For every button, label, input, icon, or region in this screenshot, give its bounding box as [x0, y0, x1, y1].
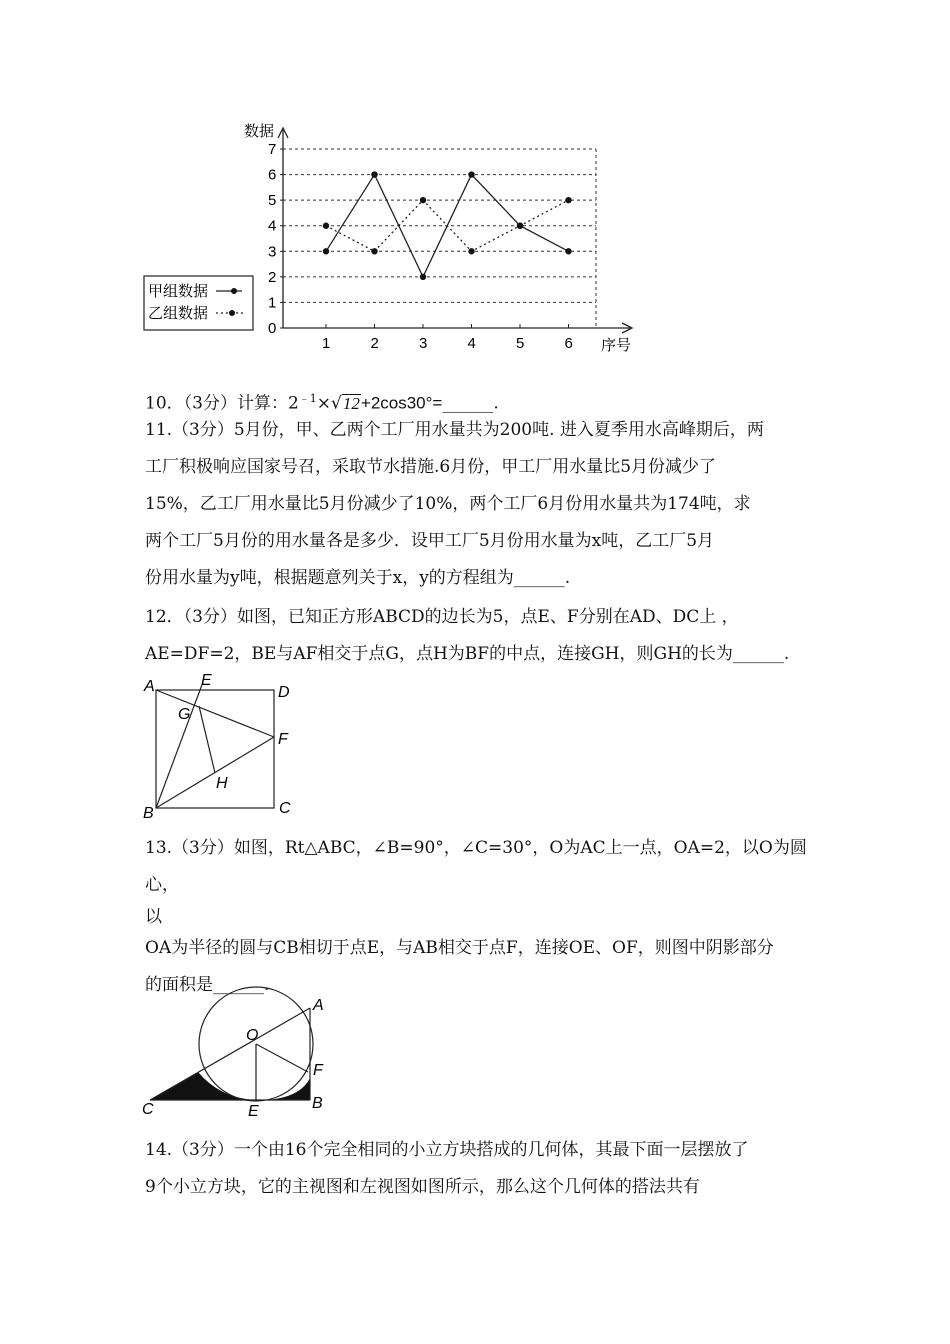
label-b: B [312, 1095, 323, 1112]
y-tick-label: 4 [268, 217, 277, 235]
q10-end: . [493, 393, 499, 414]
q10-blank: ______ [442, 393, 494, 414]
data-point-series-2 [565, 197, 571, 203]
segment-af [156, 690, 274, 737]
q14-line: 9个小立方块，它的主视图和左视图如图所示，那么这个几何体的搭法共有 [145, 1177, 700, 1197]
q10-score: （3分） [183, 393, 237, 414]
circle-triangle-figure [140, 980, 340, 1120]
q12-line: 12．（3分）如图，已知正方形ABCD的边长为5，点E、F分别在AD、DC上 ， [145, 607, 739, 627]
data-point-series-1 [371, 171, 377, 177]
data-point-series-2 [468, 248, 474, 254]
q10-prefix: 计算：2 [236, 393, 299, 414]
q12-line: AE=DF=2，BE与AF相交于点G，点H为BF的中点，连接GH，则GH的长为______. [145, 644, 790, 664]
y-tick-label: 2 [268, 268, 277, 286]
sqrt-sign: √ [331, 393, 342, 414]
chart-xlabel: 序号 [601, 337, 632, 354]
label-f: F [278, 731, 288, 748]
y-tick-label: 1 [268, 294, 277, 312]
label-a: A [144, 678, 155, 695]
legend-label-series-2: 乙组数据 [148, 305, 209, 322]
x-tick-label: 2 [370, 335, 379, 352]
legend-label-series-1: 甲组数据 [148, 283, 209, 300]
label-f: F [313, 1062, 323, 1079]
label-d: D [278, 684, 290, 701]
x-tick-label: 1 [322, 335, 331, 352]
q11-line: 两个工厂5月份的用水量各是多少．设甲工厂5月份用水量为x吨，乙工厂5月 [145, 531, 715, 551]
label-e: E [248, 1103, 259, 1120]
segment-be [156, 682, 203, 808]
data-point-series-2 [517, 223, 523, 229]
data-point-series-1 [565, 248, 571, 254]
q10-times: × [316, 393, 332, 414]
q13-line: 13.（3分）如图，Rt△ABC，∠B=90°，∠C=30°，O为AC上一点，OA=2，以O为圆心， [145, 838, 807, 895]
q10-radicand: 12 [342, 393, 360, 413]
question-13 [145, 830, 817, 1004]
legend-marker-series-2 [229, 310, 235, 316]
q11-line: 15%，乙工厂用水量比5月份减少了10%，两个工厂6月份用水量共为174吨，求 [145, 494, 751, 514]
q11-line: 11.（3分）5月份，甲、乙两个工厂用水量共为200吨. 进入夏季用水高峰期后，两 [145, 420, 764, 440]
label-o: O [246, 1027, 259, 1044]
label-h: H [216, 775, 228, 792]
question-14 [145, 1132, 817, 1206]
y-tick-label: 6 [268, 166, 277, 184]
q11-line: 份用水量为y吨，根据题意列关于x，y的方程组为______. [145, 568, 571, 588]
label-b: B [143, 805, 154, 822]
label-g: G [178, 706, 191, 723]
q10-rest: +2cos30°= [360, 393, 443, 413]
x-tick-label: 3 [419, 335, 428, 352]
data-point-series-1 [323, 248, 329, 254]
chart-legend [144, 276, 253, 330]
q13-line: 以 [145, 907, 162, 927]
q13-line: 的面积是______. [145, 975, 270, 995]
q14-line: 14.（3分）一个由16个完全相同的小立方块搭成的几何体，其最下面一层摆放了 [145, 1140, 749, 1160]
label-c: C [142, 1101, 154, 1118]
segment-gh [199, 706, 215, 773]
data-point-series-2 [371, 248, 377, 254]
shaded-region-left [150, 1072, 255, 1100]
q10-number: 10． [145, 393, 184, 414]
square-figure [140, 672, 300, 822]
x-tick-label: 6 [564, 335, 573, 352]
data-point-series-1 [420, 274, 426, 280]
y-tick-label: 5 [268, 192, 277, 210]
label-a: A [313, 997, 324, 1014]
segment-ca [150, 1008, 310, 1100]
q11-line: 工厂积极响应国家号召，采取节水措施.6月份，甲工厂用水量比5月份减少了 [145, 457, 717, 477]
line-chart [140, 118, 650, 358]
label-e: E [201, 672, 212, 689]
data-point-series-1 [468, 171, 474, 177]
square-abcd [156, 690, 274, 808]
y-tick-label: 7 [268, 141, 277, 158]
y-tick-label: 3 [268, 243, 277, 261]
shaded-region-right [265, 1078, 310, 1100]
legend-marker-series-1 [231, 288, 237, 294]
question-11 [145, 412, 817, 597]
label-c: C [279, 800, 291, 817]
y-tick-label: 0 [268, 320, 277, 337]
data-point-series-2 [420, 197, 426, 203]
question-12 [145, 599, 817, 673]
chart-ylabel: 数据 [244, 123, 275, 140]
data-point-series-2 [323, 223, 329, 229]
x-tick-label: 5 [516, 335, 525, 352]
x-tick-label: 4 [467, 335, 476, 352]
q13-line: OA为半径的圆与CB相切于点E，与AB相交于点F，连接OE、OF，则图中阴影部分 [145, 938, 774, 958]
segment-of [256, 1044, 308, 1072]
q10-exponent: ﹣1 [298, 392, 317, 405]
